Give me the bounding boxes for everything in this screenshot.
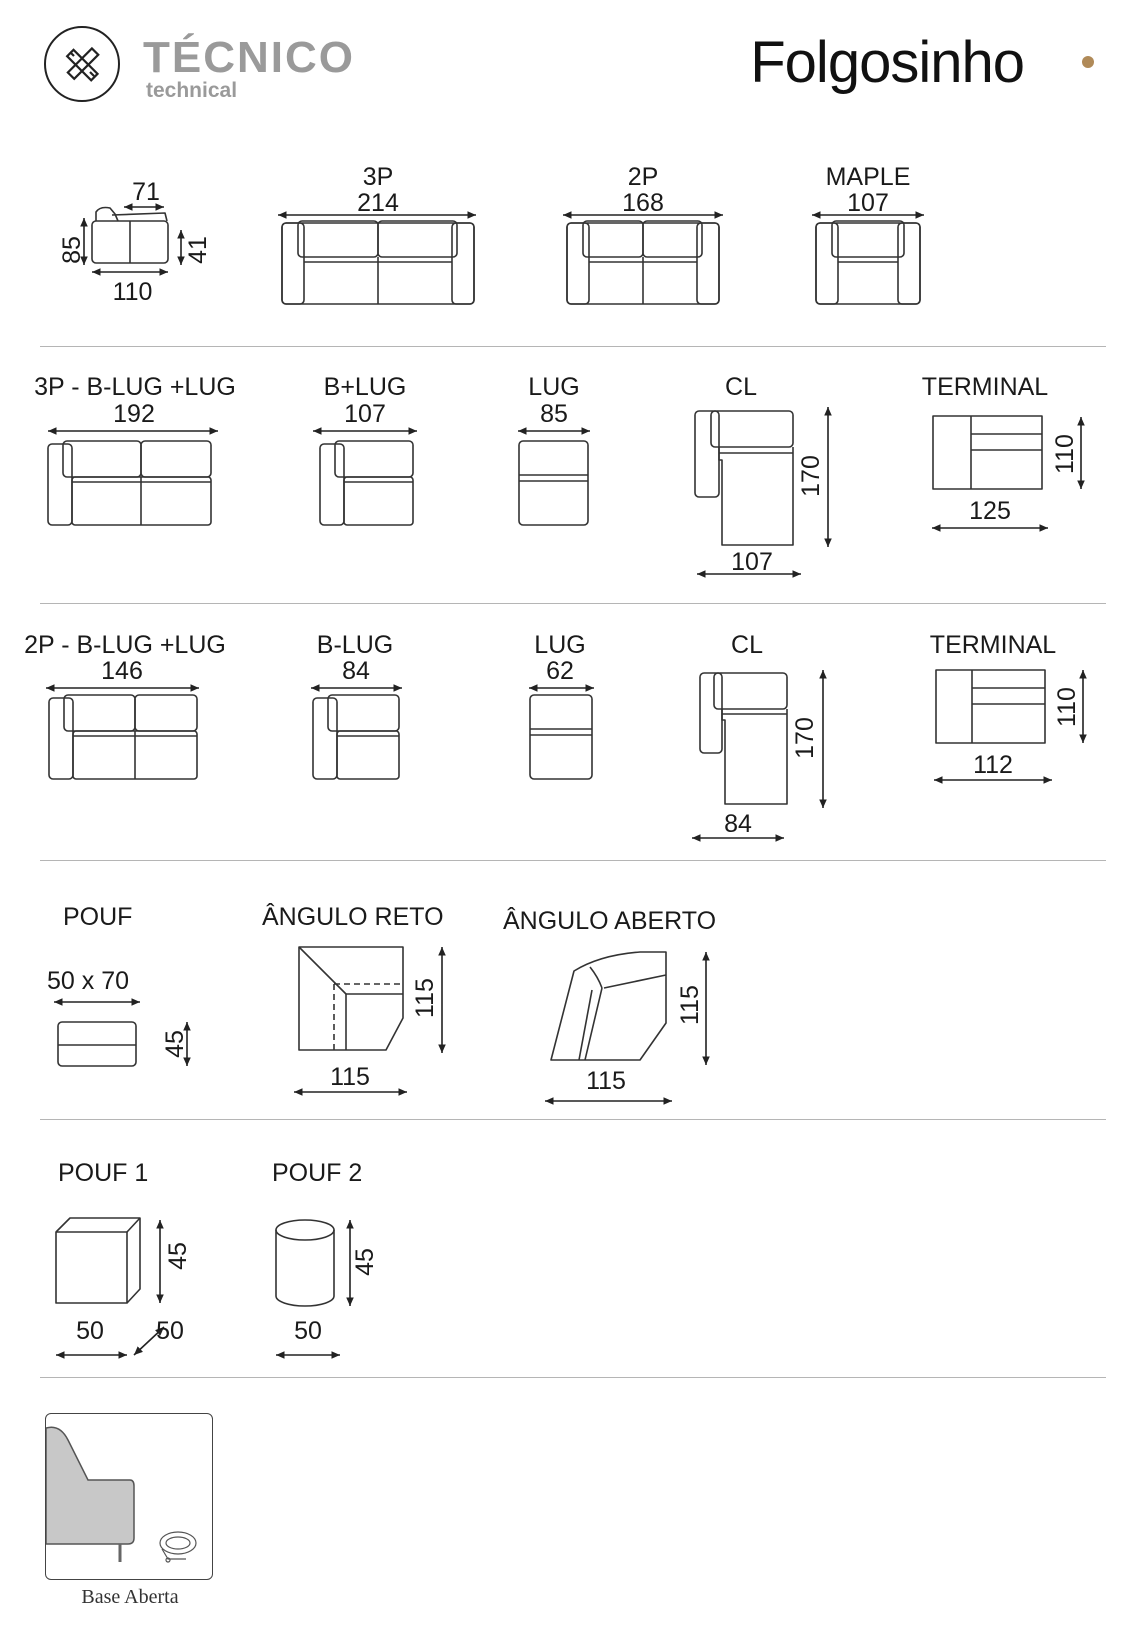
sofa-2p-blug-lug-drawing [49, 695, 197, 779]
model-name: ÂNGULO RETO [262, 903, 444, 931]
side-depth-label: 110 [112, 278, 153, 306]
model-width: 112 [973, 751, 1013, 779]
model-name: TERMINAL [921, 373, 1049, 401]
base-caption: Base Aberta [81, 1586, 179, 1608]
chaise-longue-drawing [695, 411, 793, 545]
model-width: 62 [546, 657, 574, 685]
pouf-cylinder-drawing [276, 1220, 334, 1306]
model-depth: 115 [676, 985, 704, 1025]
corner-open-angle-drawing [551, 952, 666, 1060]
side-width-label: 71 [132, 178, 160, 206]
model-name: POUF 2 [272, 1159, 363, 1187]
model-height: 45 [164, 1242, 192, 1270]
model-width: 115 [330, 1063, 370, 1091]
sofa-lug-drawing [530, 695, 592, 779]
pouf-cube-drawing [56, 1218, 140, 1303]
model-depth: 50 [156, 1317, 184, 1345]
logo-text: TÉCNICO [143, 33, 355, 82]
model-name: LUG [528, 373, 580, 401]
model-name: 2P - B-LUG +LUG [24, 631, 226, 659]
armchair-drawing [816, 221, 920, 304]
model-width: 50 [76, 1317, 104, 1345]
sofa-blug-drawing [313, 695, 399, 779]
model-name: POUF 1 [58, 1159, 149, 1187]
base-aberta-thumbnail[interactable] [45, 1413, 213, 1580]
sofa-blug-drawing [320, 441, 413, 525]
sofa-3p-blug-lug-drawing [48, 441, 211, 525]
side-seat-height-label: 41 [184, 236, 212, 264]
model-width: 50 [294, 1317, 322, 1345]
model-name: 3P [362, 163, 394, 191]
model-depth: 110 [1051, 434, 1079, 474]
side-profile-drawing [92, 208, 168, 264]
page-title: Folgosinho [750, 30, 1024, 95]
model-width: 192 [113, 400, 155, 428]
model-name: B+LUG [323, 373, 407, 401]
side-height-label: 85 [58, 236, 86, 264]
model-name: 3P - B-LUG +LUG [34, 373, 236, 401]
chaise-longue-drawing [700, 673, 787, 804]
model-name: MAPLE [825, 163, 911, 191]
model-width: 107 [344, 400, 386, 428]
model-width: 146 [101, 657, 143, 685]
model-width: 85 [540, 400, 568, 428]
model-width: 84 [342, 657, 370, 685]
logo-subtext: technical [146, 79, 238, 102]
model-length: 170 [797, 455, 825, 497]
model-width: 125 [969, 497, 1011, 525]
model-name: POUF [63, 903, 133, 931]
corner-right-angle-drawing [299, 947, 403, 1050]
terminal-drawing [933, 416, 1042, 489]
sofa-2p-drawing [567, 221, 719, 304]
sofa-3p-drawing [282, 221, 474, 304]
model-width: 168 [622, 189, 664, 217]
model-size: 50 x 70 [47, 967, 130, 995]
model-name: ÂNGULO ABERTO [503, 907, 717, 935]
model-name: LUG [534, 631, 586, 659]
model-width: 107 [847, 189, 889, 217]
model-height: 45 [351, 1248, 379, 1276]
model-depth: 110 [1053, 687, 1081, 727]
sofa-base-icon [46, 1414, 213, 1580]
terminal-drawing [936, 670, 1045, 743]
model-width: 115 [586, 1067, 626, 1095]
model-width: 214 [357, 189, 399, 217]
model-depth: 115 [411, 978, 439, 1018]
model-name: CL [725, 373, 757, 401]
model-width: 84 [724, 810, 752, 838]
model-name: CL [731, 631, 763, 659]
model-length: 170 [791, 717, 819, 759]
model-name: 2P [627, 163, 659, 191]
model-width: 107 [731, 548, 773, 576]
model-name: B-LUG [316, 631, 394, 659]
model-name: TERMINAL [929, 631, 1057, 659]
model-height: 45 [161, 1030, 189, 1058]
sofa-lug-drawing [519, 441, 588, 525]
pouf-drawing [58, 1022, 136, 1066]
